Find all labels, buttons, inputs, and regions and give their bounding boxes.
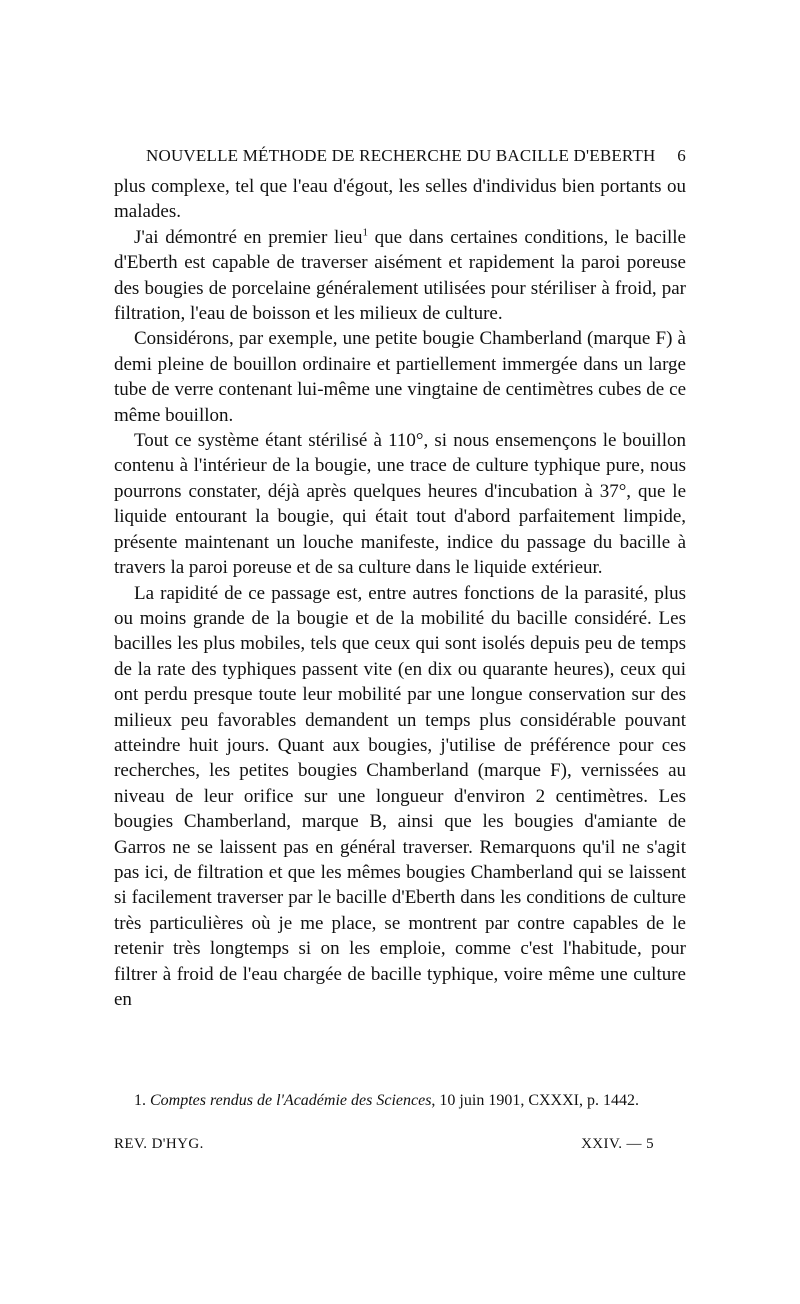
paragraph-1: plus complexe, tel que l'eau d'égout, les selles d'individus bien portants ou malades. xyxy=(114,176,686,223)
body-text xyxy=(114,174,686,1012)
footnote-marker[interactable]: 1 xyxy=(362,226,368,239)
page-number: 6 xyxy=(677,146,686,165)
footnote-source: Comptes rendus de l'Académie des Sciences xyxy=(150,1092,432,1109)
footnote-number: 1. xyxy=(134,1092,146,1109)
paragraph-4: Tout ce système étant stérilisé à 110°, si nous ensemençons le bouillon contenu à l'intérieur de la bougie, une trace de culture typhique pure, nous pourrons constater, déjà après quelques heures d'incubation à 37°, que le liquide entourant la bougie, qui était tout d'abord parfaitement limpide, présente maintenant un louche manifeste, indice du passage du bacille à travers la paroi poreuse et de sa culture dans le liquide extérieur. xyxy=(114,430,686,579)
footnote xyxy=(114,1090,686,1111)
paragraph-2-rest: que dans certaines conditions, le bacille d'Eberth est capable de traverser aisément et rapidement la paroi poreuse des bougies de porcelaine généralement utilisées pour stériliser à froid, par filtration, l'eau de boisson et les milieux de culture. xyxy=(114,226,686,325)
footnote-rest: , 10 juin 1901, CXXXI, p. 1442. xyxy=(431,1092,639,1109)
signature-line xyxy=(114,1136,654,1158)
paragraph-2 xyxy=(114,225,686,327)
running-title: NOUVELLE MÉTHODE DE RECHERCHE DU BACILLE D'EBERTH xyxy=(146,146,656,165)
paragraph-3: Considérons, par exemple, une petite bougie Chamberland (marque F) à demi pleine de bouillon ordinaire et partiellement immergée dans un large tube de verre contenant lui-même une vingtaine de centimètres cubes de ce même bouillon. xyxy=(114,328,686,426)
running-header xyxy=(146,144,686,168)
paragraph-5: La rapidité de ce passage est, entre autres fonctions de la parasité, plus ou moins grande de la bougie et de la mobilité du bacille considéré. Les bacilles les plus mobiles, tels que ceux qui sont isolés depuis peu de temps de la rate des typhiques passent vite (en dix ou quarante heures), ceux qui ont perdu presque toute leur mobilité par une longue conservation sur des milieux peu favorables demandent un temps plus considérable pouvant atteindre huit jours. Quant aux bougies, j'utilise de préférence pour ces recherches, les petites bougies Chamberland (marque F), vernissées au niveau de leur orifice sur une longueur d'environ 2 centimètres. Les bougies Chamberland, marque B, ainsi que les bougies d'amiante de Garros ne se laissent pas en général traverser. Remarquons qu'il ne s'agit pas ici, de filtration et que les mêmes bougies Chamberland qui se laissent si facilement traverser par le bacille d'Eberth dans les conditions de culture très particulières où je me place, se montrent par contre capables de le retenir très longtemps si on les emploie, comme c'est l'habitude, pour filtrer à froid de l'eau chargée de bacille typhique, voire même une culture en xyxy=(114,582,686,1010)
signature-journal: REV. D'HYG. xyxy=(114,1136,204,1152)
paragraph-2-lead: J'ai démontré en premier lieu xyxy=(134,226,363,248)
signature-volume: XXIV. — 5 xyxy=(581,1136,654,1152)
